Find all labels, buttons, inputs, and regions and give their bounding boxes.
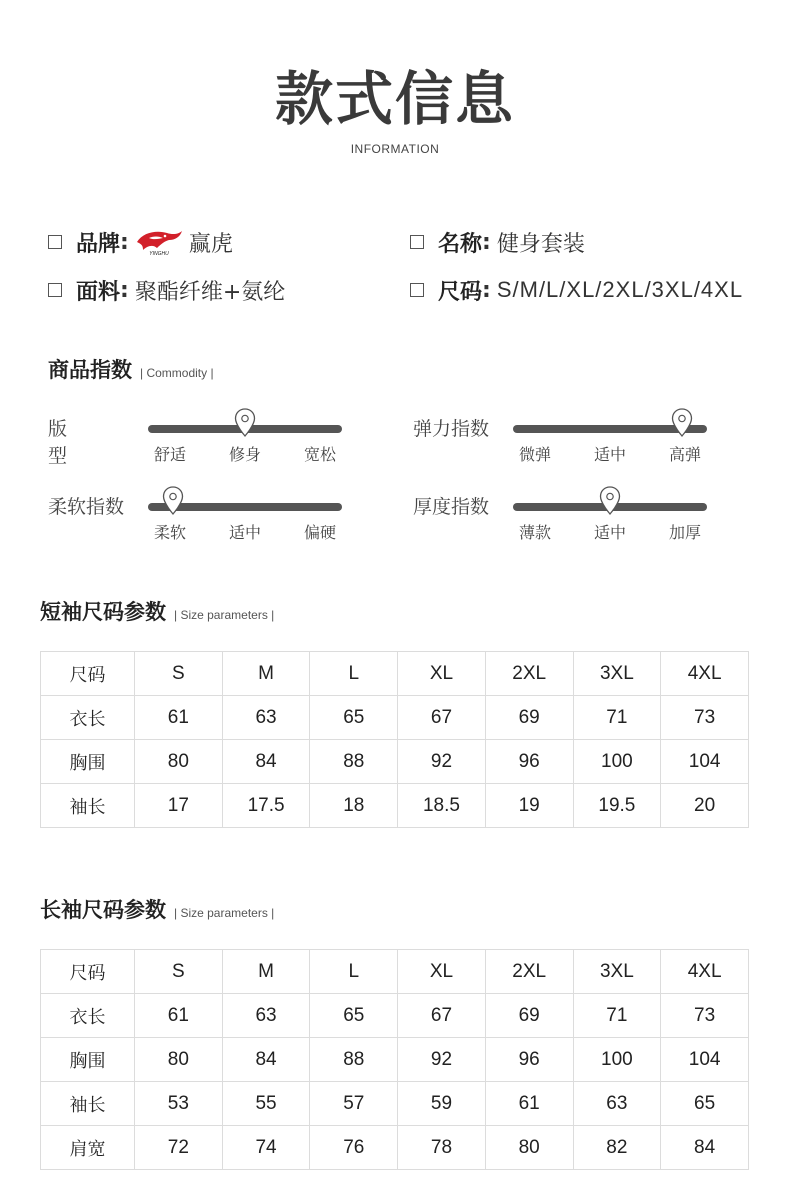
table-cell: 3XL xyxy=(573,950,661,994)
table-cell: 67 xyxy=(398,994,486,1038)
long-sleeve-heading-title: 长袖尺码参数 xyxy=(40,898,166,922)
table-cell: 65 xyxy=(310,994,398,1038)
row-label-cell: 袖长 xyxy=(41,1082,135,1126)
table-cell: 2XL xyxy=(485,950,573,994)
row-label-cell: 胸围 xyxy=(41,740,135,784)
row-label-cell: 肩宽 xyxy=(41,1126,135,1170)
table-body xyxy=(41,950,749,1170)
table-cell: 78 xyxy=(398,1126,486,1170)
table-cell: L xyxy=(310,950,398,994)
tick-label: 适中 xyxy=(593,445,626,464)
table-cell: 63 xyxy=(573,1082,661,1126)
index-thickness xyxy=(413,486,743,546)
page-subtitle: INFORMATION xyxy=(350,142,440,156)
table-cell: 65 xyxy=(310,696,398,740)
table-cell: 104 xyxy=(661,740,749,784)
table-cell: 18.5 xyxy=(398,784,486,828)
table-cell: L xyxy=(310,652,398,696)
brand-item xyxy=(48,227,410,258)
tick-label: 偏硬 xyxy=(303,523,336,542)
long-sleeve-heading-sub: | Size parameters | xyxy=(174,906,275,920)
info-row xyxy=(48,266,778,314)
table-cell: 84 xyxy=(661,1126,749,1170)
location-pin-icon xyxy=(162,486,184,516)
commodity-heading-title: 商品指数 xyxy=(48,358,132,382)
table-row xyxy=(41,1126,749,1170)
tick-label: 适中 xyxy=(593,523,626,542)
table-cell: 55 xyxy=(222,1082,310,1126)
index-label: 厚度指数 xyxy=(413,496,490,518)
table-cell: 17 xyxy=(135,784,223,828)
table-cell: 100 xyxy=(573,1038,661,1082)
table-cell: 80 xyxy=(135,740,223,784)
product-info xyxy=(48,218,778,314)
checkbox-icon xyxy=(410,283,424,297)
table-cell: 73 xyxy=(661,696,749,740)
table-cell: 57 xyxy=(310,1082,398,1126)
table-cell: 84 xyxy=(222,740,310,784)
table-cell: 53 xyxy=(135,1082,223,1126)
brand-logo-icon xyxy=(135,228,183,256)
name-item xyxy=(410,227,585,258)
table-cell: 104 xyxy=(661,1038,749,1082)
size-item xyxy=(410,275,743,306)
row-label-cell: 尺码 xyxy=(41,950,135,994)
table-cell: 88 xyxy=(310,1038,398,1082)
checkbox-icon xyxy=(48,235,62,249)
short-sleeve-heading-title: 短袖尺码参数 xyxy=(40,600,166,624)
row-label-cell: 胸围 xyxy=(41,1038,135,1082)
table-cell: 18 xyxy=(310,784,398,828)
table-cell: 84 xyxy=(222,1038,310,1082)
table-header-row xyxy=(41,950,749,994)
row-label-cell: 衣长 xyxy=(41,696,135,740)
table-row xyxy=(41,740,749,784)
table-cell: 65 xyxy=(661,1082,749,1126)
material-value: 聚酯纤维+氨纶 xyxy=(134,279,286,305)
short-sleeve-size-table xyxy=(40,651,749,828)
tick-label: 适中 xyxy=(228,523,261,542)
tick-label: 舒适 xyxy=(154,445,187,464)
tick-label: 加厚 xyxy=(668,523,701,542)
index-label: 版 型 xyxy=(48,418,106,467)
material-item xyxy=(48,275,410,306)
table-body xyxy=(41,652,749,828)
material-colon: : xyxy=(120,277,129,303)
table-cell: M xyxy=(222,950,310,994)
checkbox-icon xyxy=(410,235,424,249)
table-cell: 71 xyxy=(573,696,661,740)
material-label: 面料 xyxy=(76,279,121,305)
long-sleeve-size-table xyxy=(40,949,749,1170)
table-cell: 4XL xyxy=(661,950,749,994)
table-cell: 80 xyxy=(485,1126,573,1170)
table-cell: 61 xyxy=(135,994,223,1038)
index-ticks xyxy=(513,520,707,543)
table-cell: 100 xyxy=(573,740,661,784)
brand-colon: : xyxy=(120,229,129,255)
table-cell: 61 xyxy=(485,1082,573,1126)
commodity-heading xyxy=(48,354,214,384)
table-cell: 63 xyxy=(222,696,310,740)
table-cell: 67 xyxy=(398,696,486,740)
table-header-row xyxy=(41,652,749,696)
table-row xyxy=(41,1082,749,1126)
table-cell: 17.5 xyxy=(222,784,310,828)
row-label-cell: 衣长 xyxy=(41,994,135,1038)
table-cell: 20 xyxy=(661,784,749,828)
name-colon: : xyxy=(482,229,491,255)
table-cell: 76 xyxy=(310,1126,398,1170)
tick-label: 薄款 xyxy=(519,523,552,542)
table-cell: 96 xyxy=(485,1038,573,1082)
table-cell: 4XL xyxy=(661,652,749,696)
table-cell: M xyxy=(222,652,310,696)
brand-value: 赢虎 xyxy=(188,231,233,257)
tick-label: 柔软 xyxy=(154,523,187,542)
table-cell: 19 xyxy=(485,784,573,828)
index-elasticity xyxy=(413,408,743,468)
table-cell: XL xyxy=(398,950,486,994)
table-cell: 92 xyxy=(398,740,486,784)
tick-label: 宽松 xyxy=(303,445,336,464)
index-ticks xyxy=(148,442,342,465)
index-label: 柔软指数 xyxy=(48,496,125,518)
table-cell: 2XL xyxy=(485,652,573,696)
page-title: 款式信息 xyxy=(274,65,515,133)
size-colon: : xyxy=(482,277,491,303)
short-sleeve-table-wrap xyxy=(40,651,749,828)
long-sleeve-heading xyxy=(40,894,274,924)
name-label: 名称 xyxy=(438,231,483,257)
location-pin-icon xyxy=(234,408,256,438)
index-fit xyxy=(48,408,378,468)
index-softness xyxy=(48,486,378,546)
table-cell: 96 xyxy=(485,740,573,784)
table-cell: 82 xyxy=(573,1126,661,1170)
table-cell: 92 xyxy=(398,1038,486,1082)
short-sleeve-heading-sub: | Size parameters | xyxy=(174,608,275,622)
index-ticks xyxy=(513,442,707,465)
table-cell: 73 xyxy=(661,994,749,1038)
commodity-heading-sub: | Commodity | xyxy=(140,366,214,380)
table-cell: 3XL xyxy=(573,652,661,696)
short-sleeve-heading xyxy=(40,596,274,626)
location-pin-icon xyxy=(599,486,621,516)
name-value: 健身套装 xyxy=(496,231,585,257)
page-header xyxy=(0,64,790,156)
table-row xyxy=(41,1038,749,1082)
index-ticks xyxy=(148,520,342,543)
table-cell: 88 xyxy=(310,740,398,784)
table-cell: 69 xyxy=(485,696,573,740)
location-pin-icon xyxy=(671,408,693,438)
table-cell: 74 xyxy=(222,1126,310,1170)
size-value: S/M/L/XL/2XL/3XL/4XL xyxy=(496,277,744,302)
table-cell: S xyxy=(135,950,223,994)
table-cell: 80 xyxy=(135,1038,223,1082)
table-row xyxy=(41,696,749,740)
table-cell: 19.5 xyxy=(573,784,661,828)
table-row xyxy=(41,994,749,1038)
brand-label: 品牌 xyxy=(76,231,121,257)
brand-logo-text: YINGHU xyxy=(149,251,169,256)
tick-label: 高弹 xyxy=(668,445,701,464)
table-cell: 69 xyxy=(485,994,573,1038)
long-sleeve-table-wrap xyxy=(40,949,749,1170)
table-cell: S xyxy=(135,652,223,696)
row-label-cell: 尺码 xyxy=(41,652,135,696)
table-cell: 61 xyxy=(135,696,223,740)
tick-label: 微弹 xyxy=(519,445,552,464)
index-label: 弹力指数 xyxy=(413,418,490,440)
table-row xyxy=(41,784,749,828)
table-cell: 72 xyxy=(135,1126,223,1170)
info-row xyxy=(48,218,778,266)
size-label: 尺码 xyxy=(438,279,483,305)
table-cell: XL xyxy=(398,652,486,696)
row-label-cell: 袖长 xyxy=(41,784,135,828)
checkbox-icon xyxy=(48,283,62,297)
table-cell: 71 xyxy=(573,994,661,1038)
table-cell: 59 xyxy=(398,1082,486,1126)
table-cell: 63 xyxy=(222,994,310,1038)
tick-label: 修身 xyxy=(228,445,261,464)
